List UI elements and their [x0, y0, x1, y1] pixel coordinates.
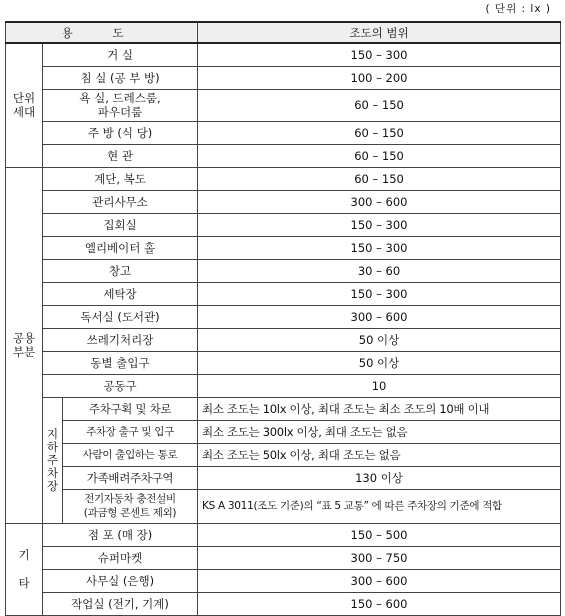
table-row	[6, 328, 561, 351]
row-range: 50 이상	[198, 351, 561, 374]
table-row	[6, 466, 561, 489]
row-name: 집회실	[43, 213, 198, 236]
row-name: 현 관	[43, 144, 198, 167]
row-range: 150 – 300	[198, 282, 561, 305]
table-row	[6, 66, 561, 89]
row-range: 130 이상	[198, 466, 561, 489]
row-range: 60 – 150	[198, 121, 561, 144]
row-name: 슈퍼마켓	[43, 546, 198, 569]
table-row	[6, 397, 561, 420]
row-name: 거 실	[43, 43, 198, 66]
table-row	[6, 489, 561, 523]
table-row	[6, 443, 561, 466]
row-name: 가족배려주차구역	[63, 466, 198, 489]
row-range: 10	[198, 374, 561, 397]
header-usage: 용 도	[6, 22, 198, 43]
table-row	[6, 213, 561, 236]
row-name: 쓰레기처리장	[43, 328, 198, 351]
row-range: 150 – 600	[198, 592, 561, 615]
table-row	[6, 89, 561, 121]
table-row	[6, 351, 561, 374]
table-row	[6, 592, 561, 615]
table-row	[6, 569, 561, 592]
row-name: 동별 출입구	[43, 351, 198, 374]
table-row	[6, 523, 561, 546]
table-row	[6, 282, 561, 305]
row-name: 욕 실, 드레스룸, 파우더룸	[43, 89, 198, 121]
table-header-row	[6, 22, 561, 43]
row-name: 작업실 (전기, 기계)	[43, 592, 198, 615]
row-name: 전기자동차 충전설비 (과금형 콘센트 제외)	[63, 489, 198, 523]
unit-label: ( 단위 : lx )	[485, 3, 551, 15]
table-row	[6, 374, 561, 397]
group-other: 기 타	[6, 523, 43, 615]
row-name: 점 포 (매 장)	[43, 523, 198, 546]
row-range: 150 – 300	[198, 213, 561, 236]
row-range: 60 – 150	[198, 89, 561, 121]
header-range: 조도의 범위	[198, 22, 561, 43]
row-range: 300 – 600	[198, 305, 561, 328]
illuminance-table	[5, 21, 561, 616]
group-unit-household: 단위 세대	[6, 43, 43, 167]
row-name: 세탁장	[43, 282, 198, 305]
table-row	[6, 167, 561, 190]
row-name: 관리사무소	[43, 190, 198, 213]
row-range: 최소 조도는 300lx 이상, 최대 조도는 없음	[198, 420, 561, 443]
row-range: 150 – 500	[198, 523, 561, 546]
row-name: 주 방 (식 당)	[43, 121, 198, 144]
row-name: 주차장 출구 및 입구	[63, 420, 198, 443]
row-range: 300 – 600	[198, 190, 561, 213]
row-range: 50 이상	[198, 328, 561, 351]
row-range: 100 – 200	[198, 66, 561, 89]
row-range: KS A 3011(조도 기준)의 “표 5 교통” 에 따른 주차장의 기준에 적합	[198, 489, 561, 523]
row-name: 공동구	[43, 374, 198, 397]
row-range: 150 – 300	[198, 43, 561, 66]
row-range: 300 – 600	[198, 569, 561, 592]
row-name: 사무실 (은행)	[43, 569, 198, 592]
row-range: 60 – 150	[198, 144, 561, 167]
table-row	[6, 305, 561, 328]
table-row	[6, 420, 561, 443]
table-row	[6, 259, 561, 282]
table-row	[6, 121, 561, 144]
row-range: 300 – 750	[198, 546, 561, 569]
table-row	[6, 144, 561, 167]
row-name: 침 실 (공 부 방)	[43, 66, 198, 89]
table-row	[6, 43, 561, 66]
table-row	[6, 190, 561, 213]
row-name: 계단, 복도	[43, 167, 198, 190]
group-parking: 지 하 주 차 장	[43, 397, 63, 523]
row-name: 독서실 (도서관)	[43, 305, 198, 328]
row-range: 최소 조도는 10lx 이상, 최대 조도는 최소 조도의 10배 이내	[198, 397, 561, 420]
row-name: 사람이 출입하는 통로	[63, 443, 198, 466]
table-row	[6, 236, 561, 259]
row-name: 엘리베이터 홀	[43, 236, 198, 259]
row-range: 60 – 150	[198, 167, 561, 190]
row-name: 주차구획 및 차로	[63, 397, 198, 420]
row-range: 30 – 60	[198, 259, 561, 282]
row-range: 최소 조도는 50lx 이상, 최대 조도는 없음	[198, 443, 561, 466]
table-row	[6, 546, 561, 569]
row-name: 창고	[43, 259, 198, 282]
row-range: 150 – 300	[198, 236, 561, 259]
group-common: 공용 부분	[6, 167, 43, 523]
